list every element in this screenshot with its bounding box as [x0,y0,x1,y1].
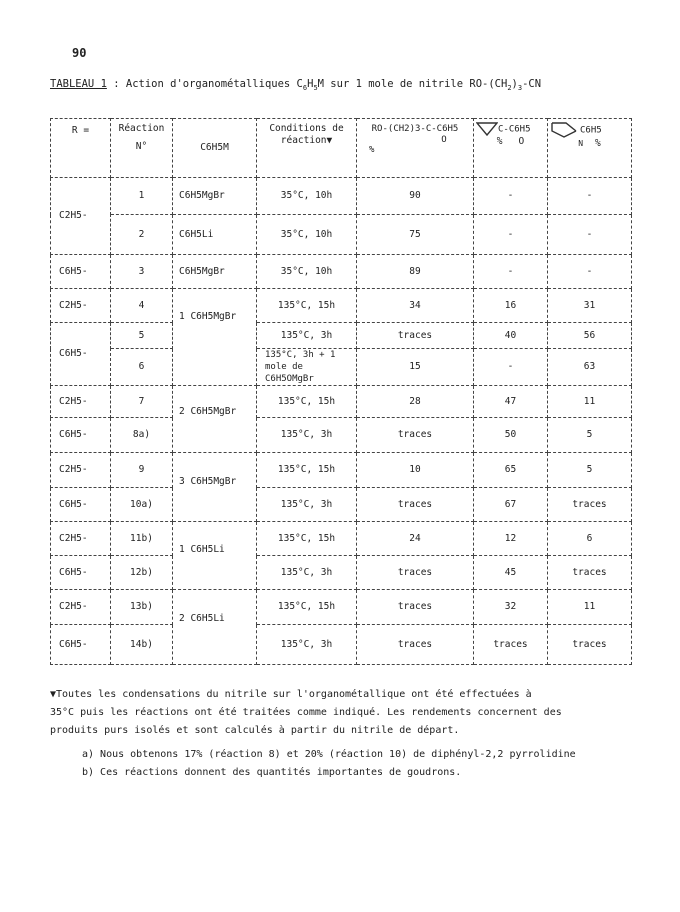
cell-reagent: 1 C6H5MgBr [173,289,257,323]
header-cyclo-oxygen: O [518,136,525,147]
table-row [51,215,632,255]
table-notes [50,686,640,782]
cell-reagent: C6H5Li [173,215,257,255]
caption-text: -CN [522,78,542,90]
cell-cond: 135°C, 3h [257,556,357,590]
cell-n: 10a) [111,488,173,522]
cell-cond: 135°C, 3h [257,488,357,522]
cell-cyclo: 12 [474,522,548,556]
cell-n: 2 [111,215,173,255]
header-row [51,119,632,178]
header-conditions-line1: Conditions de [269,123,344,134]
caption-sub: 5 [313,84,318,92]
cell-ketone: traces [357,556,474,590]
table-row [51,590,632,625]
cell-pyrr: 56 [548,323,632,349]
cell-cyclo: traces [474,625,548,665]
cell-cond: 135°C, 15h [257,453,357,488]
caption-sub: 6 [302,84,308,92]
cell-reagent: 2 C6H5Li [173,590,257,625]
cell-ketone: 34 [357,289,474,323]
header-r-text: R = [71,125,90,136]
cell-pyrr: 5 [548,418,632,453]
note-line: 35°C puis les réactions ont été traitées comme indiqué. Les rendements concernent des [50,707,562,718]
note-line: ▼Toutes les condensations du nitrile sur l'organométallique ont été effectuées à [50,689,532,700]
header-conditions-line2: réaction▼ [280,135,333,146]
header-reagent-text: C6H5M [200,142,229,153]
cell-pyrr: traces [548,488,632,522]
cell-cyclo: 32 [474,590,548,625]
cell-ketone: 75 [357,215,474,255]
table-row [51,289,632,323]
cell-n: 3 [111,255,173,289]
cell-cyclo: 47 [474,386,548,418]
cell-cond: 135°C, 3h + 1 mole de C6H5OMgBr [257,349,357,386]
cell-cyclo: 50 [474,418,548,453]
cell-cyclo: 40 [474,323,548,349]
table-row [51,349,632,386]
cell-reagent [173,349,257,386]
caption-text: M sur 1 mole de nitrile RO-(CH [317,78,508,90]
header-reagent [173,119,257,178]
cell-reagent: 3 C6H5MgBr [173,453,257,488]
cell-n: 13b) [111,590,173,625]
header-reaction-line1: Réaction [118,123,165,134]
cell-pyrr: - [548,178,632,215]
cell-cyclo: - [474,215,548,255]
cell-r: C6H5- [51,323,111,386]
caption-sub: 2 [507,84,512,92]
cell-r: C6H5- [51,488,111,522]
cell-reagent [173,323,257,349]
caption-sep: : [106,78,126,90]
cell-r: C6H5- [51,418,111,453]
cell-cond: 135°C, 3h [257,418,357,453]
cell-pyrr: 11 [548,386,632,418]
header-cyclo-percent: % [496,136,503,147]
cyclopropane-icon [476,121,498,137]
cell-cyclo: - [474,349,548,386]
cell-pyrr: - [548,255,632,289]
cell-ketone: 15 [357,349,474,386]
caption-text: ) [511,78,518,90]
cell-r: C6H5- [51,556,111,590]
header-pyrr-label: C6H5 [580,125,602,136]
cell-reagent [173,556,257,590]
table-row [51,386,632,418]
cell-cond: 35°C, 10h [257,178,357,215]
cell-reagent: C6H5MgBr [173,178,257,215]
page-number: 90 [72,46,87,60]
cell-ketone: traces [357,418,474,453]
header-ketone-percent: % [369,145,375,155]
cell-ketone: traces [357,323,474,349]
header-ketone [357,119,474,178]
table-row [51,522,632,556]
results-table [50,118,632,665]
pyrroline-ring-icon [550,121,580,139]
cell-r: C2H5- [51,289,111,323]
cell-r: C2H5- [51,590,111,625]
header-ketone-formula: RO-(CH2)3-C-C6H5 [371,124,459,134]
cell-reagent: 2 C6H5MgBr [173,386,257,418]
cell-r: C6H5- [51,255,111,289]
note-line: produits purs isolés et sont calculés à partir du nitrile de départ. [50,725,460,736]
cell-n: 14b) [111,625,173,665]
table-row [51,418,632,453]
table-row [51,453,632,488]
header-ketone-oxygen: O [441,135,447,145]
header-pyrr-percent: % [595,138,601,149]
results-body [51,178,632,665]
cell-reagent [173,625,257,665]
table-row [51,178,632,215]
cell-pyrr: - [548,215,632,255]
cell-n: 12b) [111,556,173,590]
cell-r: C6H5- [51,625,111,665]
cell-ketone: 90 [357,178,474,215]
cell-pyrr: traces [548,625,632,665]
cell-r: C2H5- [51,386,111,418]
footnote-b: b) Ces réactions donnent des quantités importantes de goudrons. [82,767,462,778]
cell-cond: 135°C, 15h [257,522,357,556]
cell-cond: 135°C, 3h [257,625,357,665]
cell-r: C2H5- [51,453,111,488]
cell-pyrr: 5 [548,453,632,488]
cell-cyclo: - [474,255,548,289]
cell-ketone: 10 [357,453,474,488]
cell-cond: 35°C, 10h [257,215,357,255]
header-cyclo-label: C-C6H5 [498,124,531,135]
cell-n: 7 [111,386,173,418]
cell-pyrr: 11 [548,590,632,625]
cell-cyclo: 45 [474,556,548,590]
cell-pyrr: 31 [548,289,632,323]
cell-cyclo: 16 [474,289,548,323]
table-row [51,556,632,590]
cell-n: 6 [111,349,173,386]
header-reaction [111,119,173,178]
cell-ketone: 89 [357,255,474,289]
header-pyrr-n: N [578,139,584,148]
cell-ketone: 28 [357,386,474,418]
cell-cond: 135°C, 15h [257,386,357,418]
header-conditions [257,119,357,178]
caption-sub: 3 [517,84,523,92]
cell-n: 11b) [111,522,173,556]
caption-text: H [307,78,314,90]
cell-pyrr: 63 [548,349,632,386]
table-row [51,255,632,289]
table-row [51,488,632,522]
table-caption [50,78,541,92]
cell-pyrr: traces [548,556,632,590]
header-cyclopropyl [474,119,548,178]
cell-reagent: C6H5MgBr [173,255,257,289]
cell-n: 8a) [111,418,173,453]
cell-pyrr: 6 [548,522,632,556]
caption-label: TABLEAU 1 [50,78,107,90]
header-reaction-line2: N° [135,141,148,152]
cell-cyclo: 67 [474,488,548,522]
cell-ketone: traces [357,488,474,522]
table-row [51,625,632,665]
cell-reagent [173,488,257,522]
cell-ketone: traces [357,590,474,625]
cell-n: 5 [111,323,173,349]
footnote-a: a) Nous obtenons 17% (réaction 8) et 20% (réaction 10) de diphényl-2,2 pyrrolidine [82,749,576,760]
cell-cyclo: - [474,178,548,215]
cell-cond: 135°C, 15h [257,289,357,323]
caption-text: Action d'organométalliques C [125,78,303,90]
table-row [51,323,632,349]
cell-reagent [173,418,257,453]
header-pyrroline [548,119,632,178]
cell-n: 4 [111,289,173,323]
cell-n: 9 [111,453,173,488]
cell-ketone: traces [357,625,474,665]
cell-reagent: 1 C6H5Li [173,522,257,556]
cell-r: C2H5- [51,522,111,556]
cell-ketone: 24 [357,522,474,556]
cell-n: 1 [111,178,173,215]
cell-cond: 35°C, 10h [257,255,357,289]
cell-cond: 135°C, 3h [257,323,357,349]
cell-cond: 135°C, 15h [257,590,357,625]
cell-r: C2H5- [51,178,111,255]
header-r [51,119,111,178]
cell-cyclo: 65 [474,453,548,488]
